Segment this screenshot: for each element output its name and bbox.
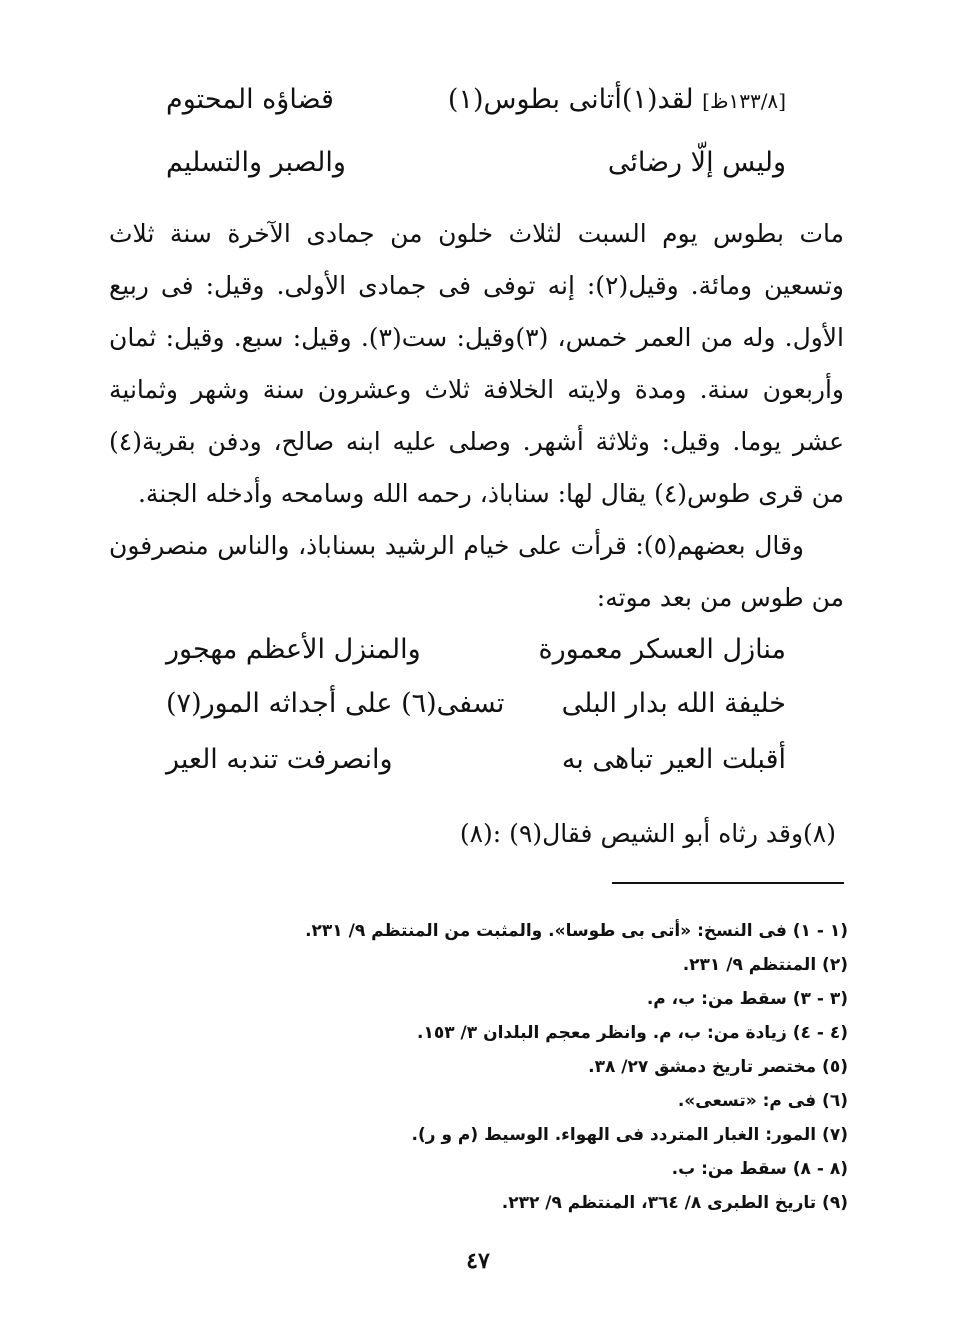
verse-first-hemistich: [١٣٣/٨ظ] لقد(١)أتانى بطوس(١) (447, 84, 786, 115)
folio-marker: [١٣٣/٨ظ] (702, 89, 786, 113)
footnote: (٣ - ٣) سقط من: ب، م. (646, 989, 848, 1009)
verse-second-hemistich: وانصرفت تندبه العير (166, 744, 393, 775)
verse-second-hemistich: قضاؤه المحتوم (166, 84, 334, 115)
footnote: (٨ - ٨) سقط من: ب. (671, 1159, 848, 1179)
paragraph-inscription: وقال بعضهم(٥): قرأت على خيام الرشيد بسناباذ، والناس منصرفون من طوس من بعد موته: (109, 531, 844, 612)
footnote: (٧) المور: الغبار المتردد فى الهواء. الوسيط (م و ر). (411, 1125, 848, 1145)
main-text (109, 208, 844, 520)
verse-line-5 (166, 744, 786, 788)
footnote: (٦) فى م: «تسعى». (677, 1091, 848, 1111)
footnote: (٩) تاريخ الطبرى ٨/ ٣٦٤، المنتظم ٩/ ٢٣٢. (501, 1193, 848, 1213)
verse-line-3 (166, 634, 786, 678)
footnote: (٢) المنتظم ٩/ ٢٣١. (682, 955, 848, 975)
paragraph-death-of-rashid: مات بطوس يوم السبت لثلاث خلون من جمادى الآخرة سنة ثلاث وتسعين ومائة. وقيل(٢): إنه توفى فى جمادى الأولى. وقيل: فى ربيع الأول. وله من العمر خمس، (٣)وقيل: ست(٣). وقيل: سبع. وقيل: ثمان وأربعون سنة. ومدة ولايته الخلافة ثلاث وعشرون سنة وشهر وثمانية عشر يوما. وقيل: وثلاثة أشهر. وصلى عليه ابنه صالح، ودفن بقرية(٤) من قرى طوس(٤) يقال لها: سناباذ، رحمه الله وسامحه وأدخله الجنة. (109, 219, 845, 508)
verse-first-hemistich: منازل العسكر معمورة (538, 634, 786, 665)
verse-line-1 (166, 84, 786, 128)
page-number: ٤٧ (466, 1248, 490, 1274)
verse-line-2 (166, 147, 786, 191)
closing-line: (٨)وقد رثاه أبو الشيص فقال(٩) :(٨) (459, 819, 836, 848)
footnote: (١ - ١) فى النسخ: «أتى بى طوسا». والمثبت من المنتظم ٩/ ٢٣١. (305, 921, 848, 941)
verse-second-hemistich: تسفى(٦) على أجداثه المور(٧) (166, 688, 505, 719)
verse-line-4 (166, 688, 786, 732)
footnote: (٥) مختصر تاريخ دمشق ٢٧/ ٣٨. (588, 1057, 848, 1077)
verse-first-hemistich: أقبلت العير تباهى به (561, 744, 786, 775)
footnotes (108, 914, 848, 1220)
footnote: (٤ - ٤) زيادة من: ب، م. وانظر معجم البلدان ٣/ ١٥٣. (417, 1023, 848, 1043)
footnote-separator (612, 882, 844, 884)
verse-first-hemistich: وليس إلّا رضائى (607, 147, 786, 178)
main-text-2 (109, 520, 844, 624)
verse-first-hemistich: خليفة الله بدار البلى (561, 688, 786, 719)
verse-second-hemistich: والصبر والتسليم (166, 147, 346, 178)
verse-second-hemistich: والمنزل الأعظم مهجور (166, 634, 421, 665)
